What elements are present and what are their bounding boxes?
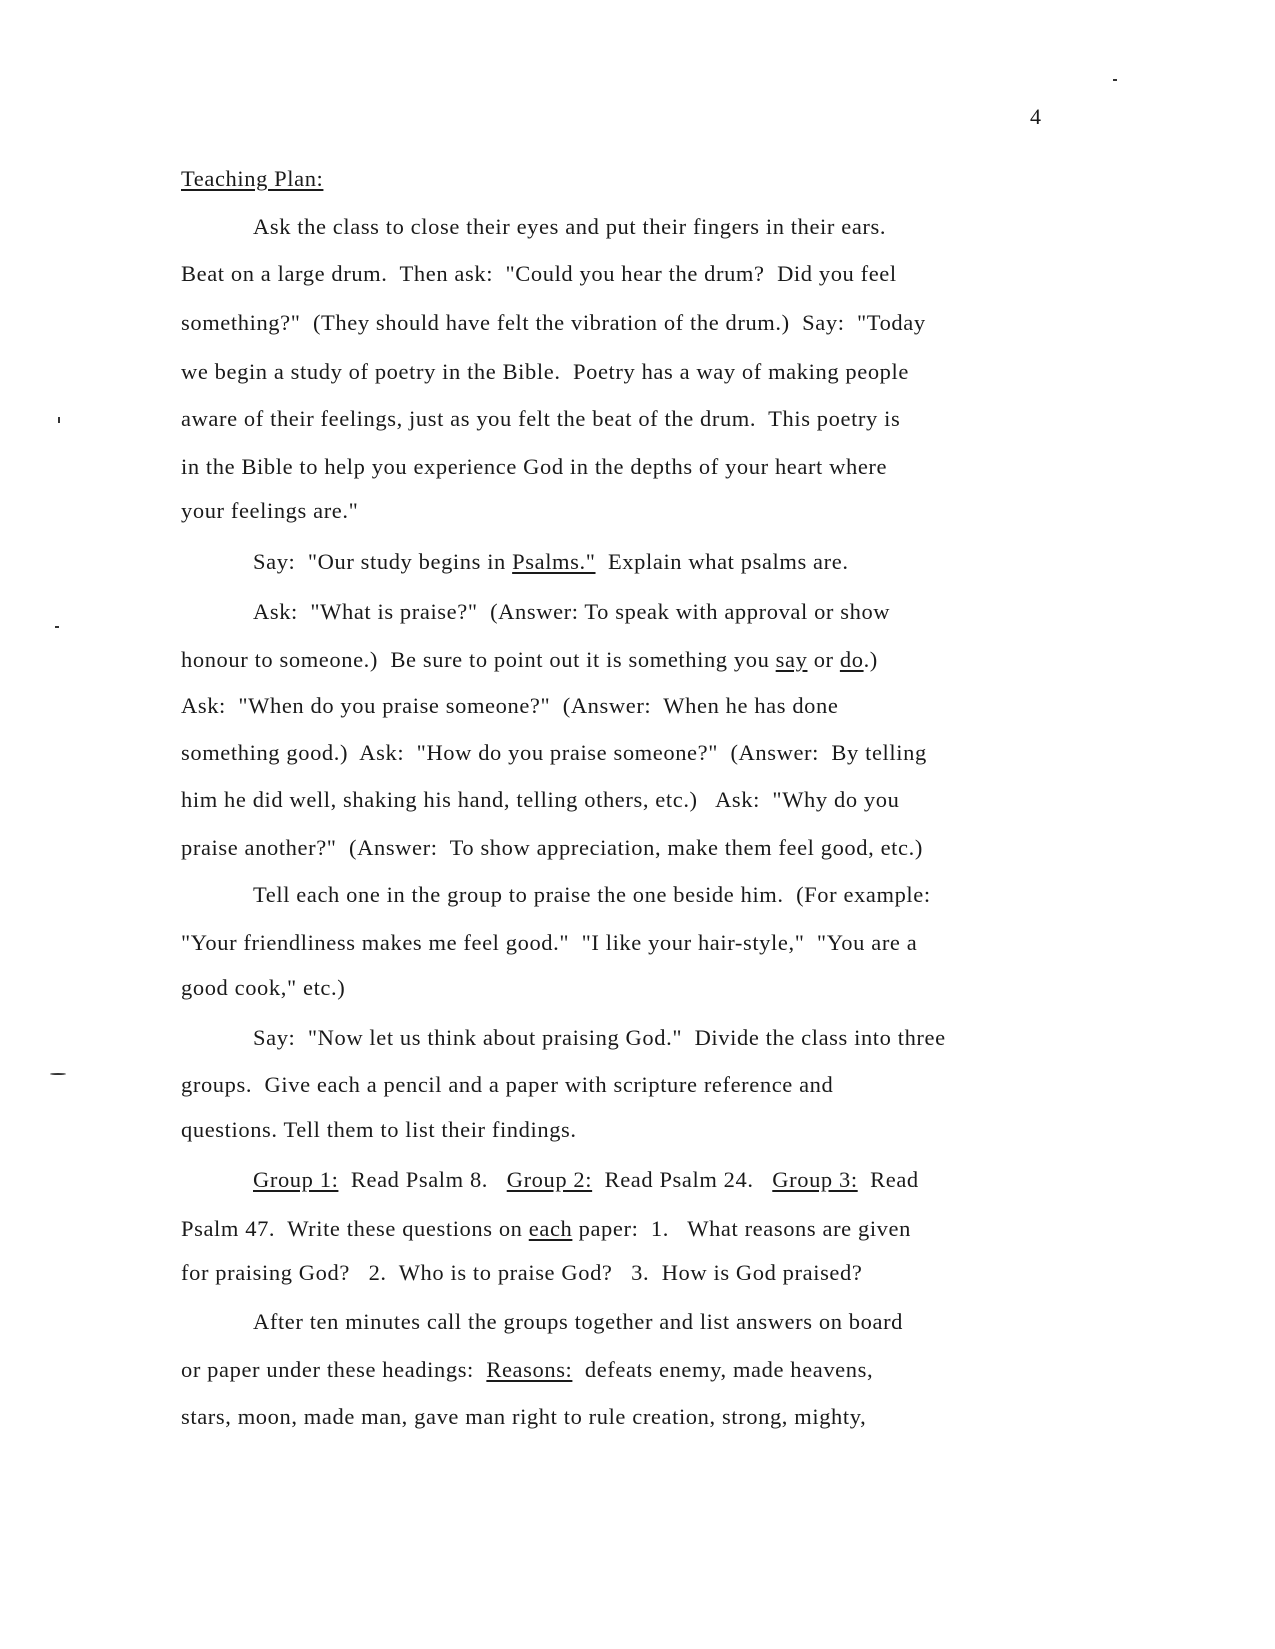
text-line xyxy=(181,975,345,1001)
text-segment: Ask: "When do you praise someone?" (Answer: When he has done xyxy=(181,693,839,718)
text-line xyxy=(181,1404,866,1430)
text-segment: .) xyxy=(863,647,878,672)
text-line xyxy=(253,1025,946,1051)
text-segment: we begin a study of poetry in the Bible. Poetry has a way of making people xyxy=(181,359,909,384)
text-segment: praise another?" (Answer: To show appreciation, make them feel good, etc.) xyxy=(181,835,923,860)
text-segment: Ask the class to close their eyes and put their fingers in their ears. xyxy=(253,214,887,239)
text-line xyxy=(181,359,909,385)
text-line xyxy=(181,930,917,956)
text-line xyxy=(181,693,838,719)
underlined-text: Group 3: xyxy=(772,1167,858,1192)
text-segment: aware of their feelings, just as you felt the beat of the drum. This poetry is xyxy=(181,406,901,431)
underlined-text: Group 2: xyxy=(506,1167,593,1192)
text-segment: or xyxy=(807,647,840,672)
scan-speck xyxy=(50,1073,66,1075)
text-line xyxy=(181,310,926,336)
text-segment: "Your friendliness makes me feel good." "I like your hair-style," "You are a xyxy=(181,930,918,955)
text-segment: defeats enemy, made heavens, xyxy=(572,1357,874,1382)
text-segment: Say: "Our study begins in xyxy=(253,549,513,574)
text-line xyxy=(181,498,358,524)
text-segment: Say: "Now let us think about praising God." Divide the class into three xyxy=(253,1025,946,1050)
text-segment: Read Psalm 24. xyxy=(592,1167,773,1192)
text-segment: for praising God? 2. Who is to praise God? 3. How is God praised? xyxy=(181,1260,863,1285)
text-segment: stars, moon, made man, gave man right to rule creation, strong, mighty, xyxy=(181,1404,867,1429)
text-line xyxy=(253,882,931,908)
underlined-text: Group 1: xyxy=(253,1167,339,1192)
text-segment: groups. Give each a pencil and a paper with scripture reference and xyxy=(181,1072,834,1097)
text-segment: him he did well, shaking his hand, telling others, etc.) Ask: "Why do you xyxy=(181,787,900,812)
text-line xyxy=(181,1216,911,1242)
text-line xyxy=(253,214,886,240)
underlined-text: do xyxy=(839,647,864,672)
text-segment: Tell each one in the group to praise the one beside him. (For example: xyxy=(253,882,931,907)
text-segment: good cook," etc.) xyxy=(181,975,346,1000)
text-segment: Read Psalm 8. xyxy=(338,1167,507,1192)
text-line xyxy=(253,1167,919,1193)
text-line xyxy=(181,787,899,813)
scan-speck xyxy=(55,626,59,628)
text-line xyxy=(181,406,900,432)
text-segment: Beat on a large drum. Then ask: "Could you hear the drum? Did you feel xyxy=(181,261,897,286)
text-segment: questions. Tell them to list their findings. xyxy=(181,1117,577,1142)
text-line xyxy=(181,835,923,861)
text-line xyxy=(181,1072,833,1098)
text-line xyxy=(253,1309,903,1335)
text-segment: your feelings are." xyxy=(181,498,359,523)
text-segment: honour to someone.) Be sure to point out it is something you xyxy=(181,647,776,672)
text-segment: Explain what psalms are. xyxy=(595,549,849,574)
text-segment: Psalm 47. Write these questions on xyxy=(181,1216,529,1241)
underlined-text: Psalms." xyxy=(512,549,596,574)
text-line xyxy=(253,599,890,625)
text-segment: After ten minutes call the groups together and list answers on board xyxy=(253,1309,904,1334)
text-line xyxy=(181,1357,873,1383)
underlined-text: say xyxy=(775,647,808,672)
text-segment: in the Bible to help you experience God in the depths of your heart where xyxy=(181,454,888,479)
scan-speck xyxy=(1113,79,1117,81)
text-line xyxy=(181,454,887,480)
scan-speck xyxy=(58,417,60,423)
section-heading: Teaching Plan: xyxy=(181,166,324,191)
text-segment: Ask: "What is praise?" (Answer: To speak with approval or show xyxy=(253,599,891,624)
text-line xyxy=(181,1117,577,1143)
page-number: 4 xyxy=(1030,104,1041,129)
text-line xyxy=(181,647,878,673)
text-line xyxy=(181,1260,862,1286)
text-line xyxy=(181,740,927,766)
text-segment: something good.) Ask: "How do you praise someone?" (Answer: By telling xyxy=(181,740,927,765)
text-segment: Read xyxy=(857,1167,919,1192)
underlined-text: each xyxy=(528,1216,573,1241)
text-segment: something?" (They should have felt the vibration of the drum.) Say: "Today xyxy=(181,310,926,335)
underlined-text: Reasons: xyxy=(486,1357,573,1382)
text-line xyxy=(181,261,897,287)
text-line xyxy=(253,549,849,575)
text-segment: or paper under these headings: xyxy=(181,1357,487,1382)
text-segment: paper: 1. What reasons are given xyxy=(572,1216,911,1241)
